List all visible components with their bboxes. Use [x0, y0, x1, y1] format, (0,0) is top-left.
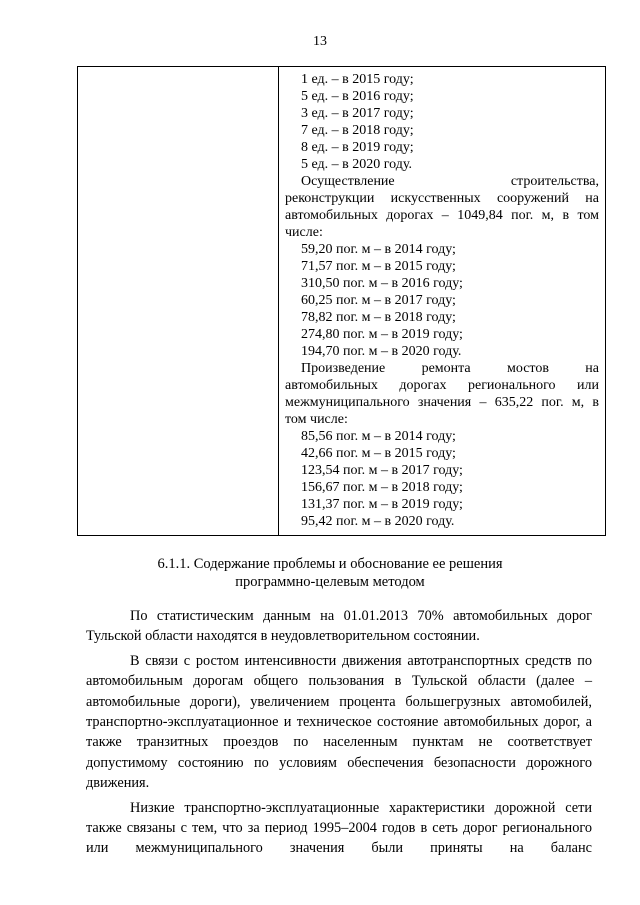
paragraph: В связи с ростом интенсивности движения автотранспортных средств по автомобильным дорогам общего пользования в Тульской области (далее – автомобильные дороги), увеличением процента большегрузных автомобилей, транспортно-эксплуатационное и техническое состояние автомобильных дорог, а также транзитных проездов по населенным пунктам не соответствует допустимому состоянию по условиям обеспечения безопасности дорожного движения.: [86, 652, 592, 792]
program-table: [77, 66, 606, 536]
list-item: 194,70 пог. м – в 2020 году.: [301, 344, 462, 359]
repair-text-line: автомобильных дорогах регионального или: [285, 378, 599, 393]
list-item: 59,20 пог. м – в 2014 году;: [301, 242, 456, 257]
list-item: 5 ед. – в 2020 году.: [301, 157, 412, 172]
list-item: 131,37 пог. м – в 2019 году;: [301, 497, 463, 512]
list-item: 8 ед. – в 2019 году;: [301, 140, 414, 155]
repair-text-line: межмуниципального значения – 635,22 пог. м, в: [285, 395, 599, 410]
list-item: 1 ед. – в 2015 году;: [301, 72, 414, 87]
repair-text-line: Произведение ремонта мостов на: [301, 361, 599, 376]
list-item: 85,56 пог. м – в 2014 году;: [301, 429, 456, 444]
construction-text-line: реконструкции искусственных сооружений на: [285, 191, 599, 206]
body-text: [86, 606, 592, 859]
list-item: 7 ед. – в 2018 году;: [301, 123, 414, 138]
section-heading-line: 6.1.1. Содержание проблемы и обоснование ее решения: [157, 556, 503, 572]
list-item: 310,50 пог. м – в 2016 году;: [301, 276, 463, 291]
paragraph: Низкие транспортно-эксплуатационные характеристики дорожной сети также связаны с тем, что за период 1995–2004 годов в сеть дорог регионального или межмуниципального значения были приняты на баланс: [86, 799, 592, 857]
paragraph: По статистическим данным на 01.01.2013 70% автомобильных дорог Тульской области находятся в неудовлетворительном состоянии.: [86, 608, 592, 645]
construction-text-line: автомобильных дорогах – 1049,84 пог. м, в том: [285, 208, 599, 223]
list-item: 42,66 пог. м – в 2015 году;: [301, 446, 456, 461]
list-item: 95,42 пог. м – в 2020 году.: [301, 514, 455, 529]
list-item: 3 ед. – в 2017 году;: [301, 106, 414, 121]
list-item: 60,25 пог. м – в 2017 году;: [301, 293, 456, 308]
list-item: 156,67 пог. м – в 2018 году;: [301, 480, 463, 495]
section-heading: [95, 555, 565, 591]
page-number: 13: [313, 34, 327, 49]
construction-text-line: числе:: [285, 225, 323, 240]
column-divider: [278, 67, 279, 535]
list-item: 123,54 пог. м – в 2017 году;: [301, 463, 463, 478]
list-item: 5 ед. – в 2016 году;: [301, 89, 414, 104]
table-right-cell: [285, 71, 599, 530]
list-item: 71,57 пог. м – в 2015 году;: [301, 259, 456, 274]
section-heading-line: программно-целевым методом: [235, 574, 425, 590]
repair-text-line: том числе:: [285, 412, 348, 427]
construction-text-line: Осуществление строительства,: [301, 174, 599, 189]
list-item: 78,82 пог. м – в 2018 году;: [301, 310, 456, 325]
list-item: 274,80 пог. м – в 2019 году;: [301, 327, 463, 342]
